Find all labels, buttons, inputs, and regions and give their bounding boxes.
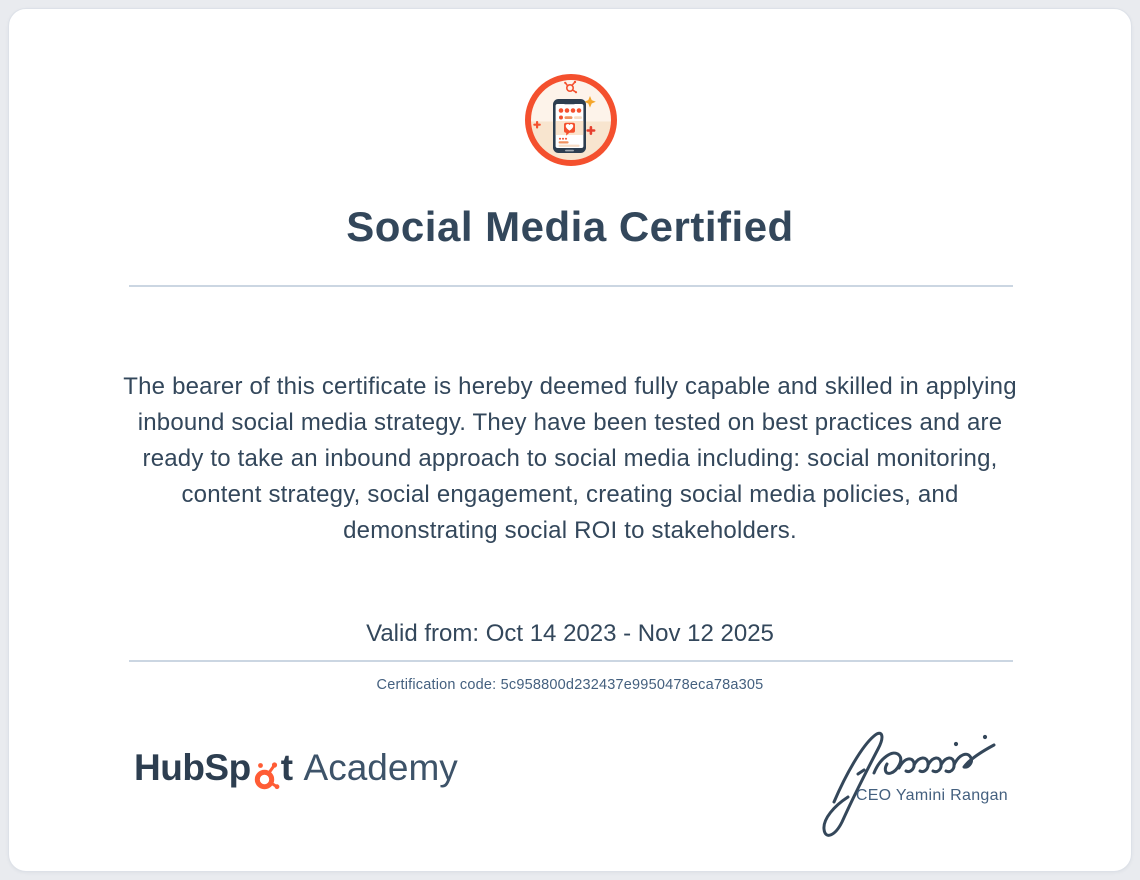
plus-sparkle-right-icon [586,126,595,135]
signature-block [808,716,1008,844]
hubspot-sprocket-icon [252,761,280,791]
certification-code [9,677,1131,693]
smartphone-social-media-badge-icon [531,80,611,160]
logo-text-hubsp: HubSp [134,747,251,788]
hubspot-academy-logo [134,747,458,789]
certificate-body: The bearer of this certificate is hereby deemed fully capable and skilled in applying inbound social media strategy. They have been tested on best practices and are ready to take an inbound approach to social media including: social monitoring, content strategy, social engagement, creating social media policies, and demonstrating social ROI to stakeholders. [123,373,1017,544]
certificate-title: Social Media Certified [346,203,794,250]
divider-bottom [129,660,1013,662]
sprocket-sparkle-icon [564,81,577,94]
logo-text-t: t [280,747,293,788]
validity-dates: Valid from: Oct 14 2023 - Nov 12 2025 [366,620,774,647]
divider-top [129,285,1013,287]
social-media-badge [525,74,617,166]
certificate-card [8,8,1132,872]
plus-sparkle-left-icon [533,121,541,129]
phone-illustration [553,99,586,153]
signature-caption: CEO Yamini Rangan [855,787,1008,804]
certification-code-label: Certification code: [376,677,497,693]
certification-code-value: 5c958800d232437e9950478eca78a305 [500,677,764,693]
signature-icon [808,716,1008,844]
logo-text-academy: Academy [303,747,458,788]
